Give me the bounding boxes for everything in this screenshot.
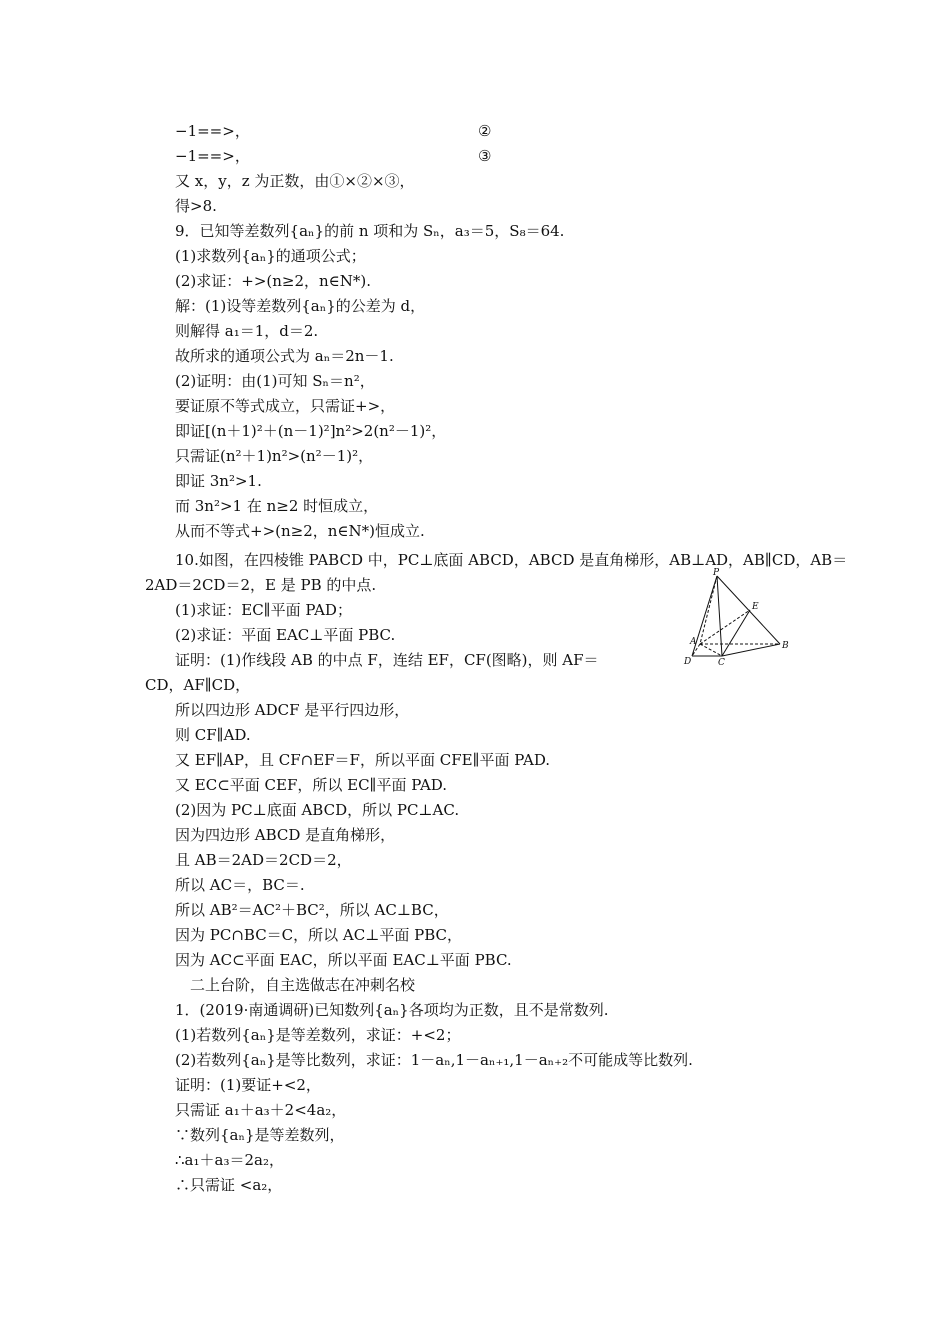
pyramid-figure bbox=[670, 566, 800, 672]
text-line: 只需证(n²＋1)n²>(n²－1)²， bbox=[175, 447, 374, 465]
edge-ce bbox=[722, 610, 750, 656]
text-line: −1==>， bbox=[175, 122, 250, 140]
text-line: 得>8. bbox=[175, 197, 217, 215]
text-line: 即证 3n²>1. bbox=[175, 472, 262, 490]
text-line: ∵数列{aₙ}是等差数列， bbox=[175, 1126, 345, 1144]
text-line: (2)因为 PC⊥底面 ABCD，所以 PC⊥AC. bbox=[175, 801, 460, 819]
edge-cb bbox=[722, 644, 780, 656]
text-line: (2)求证：平面 EAC⊥平面 PBC. bbox=[175, 626, 396, 644]
text-line: 要证原不等式成立，只需证+>， bbox=[175, 397, 396, 415]
text-line: 故所求的通项公式为 aₙ＝2n－1. bbox=[175, 347, 394, 365]
text-line: (2)求证：+>(n≥2，n∈N*). bbox=[175, 272, 372, 290]
label-a: A bbox=[690, 637, 697, 647]
label-d: D bbox=[684, 657, 692, 667]
text-line: 因为四边形 ABCD 是直角梯形， bbox=[175, 826, 396, 844]
section-heading: 二上台阶，自主选做志在冲刺名校 bbox=[190, 976, 416, 994]
text-line: ∴只需证 <a₂， bbox=[175, 1176, 283, 1194]
text-line: 又 EF∥AP，且 CF∩EF＝F，所以平面 CFE∥平面 PAD. bbox=[175, 751, 551, 769]
text-line: 而 3n²>1 在 n≥2 时恒成立， bbox=[175, 497, 379, 515]
text-line: (2)若数列{aₙ}是等比数列，求证：1－aₙ,1－aₙ₊₁,1－aₙ₊₂不可能成等比数列. bbox=[175, 1051, 693, 1069]
label-e: E bbox=[752, 602, 759, 612]
edge-pb bbox=[717, 576, 780, 644]
text-line: 只需证 a₁＋a₃＋2<4a₂， bbox=[175, 1101, 347, 1119]
text-line: 2AD＝2CD＝2，E 是 PB 的中点. bbox=[145, 576, 377, 594]
text-line: 即证[(n＋1)²＋(n－1)²]n²>2(n²－1)²， bbox=[175, 422, 447, 440]
text-line: (1)求证：EC∥平面 PAD； bbox=[175, 601, 352, 619]
text-line: 又 EC⊂平面 CEF，所以 EC∥平面 PAD. bbox=[175, 776, 448, 794]
text-line: 则解得 a₁＝1，d＝2. bbox=[175, 322, 319, 340]
problem-9-statement: 9．已知等差数列{aₙ}的前 n 项和为 Sₙ，a₃＝5，S₈＝64. bbox=[175, 222, 565, 240]
text-line: 证明：(1)作线段 AB 的中点 F，连结 EF，CF(图略)，则 AF＝ bbox=[175, 651, 599, 669]
text-line: CD，AF∥CD， bbox=[145, 676, 251, 694]
text-line: 从而不等式+>(n≥2，n∈N*)恒成立. bbox=[175, 522, 425, 540]
problem-10-statement: 10.如图，在四棱锥 PABCD 中，PC⊥底面 ABCD，ABCD 是直角梯形，AB⊥AD，AB∥CD，AB＝ bbox=[175, 551, 848, 569]
text-line: 解：(1)设等差数列{aₙ}的公差为 d， bbox=[175, 297, 426, 315]
label-c: C bbox=[718, 658, 725, 668]
text-line: 所以 AC＝，BC＝. bbox=[175, 876, 305, 894]
label-b: B bbox=[782, 641, 789, 651]
text-line: ∴a₁＋a₃＝2a₂， bbox=[175, 1151, 284, 1169]
text-line: (2)证明：由(1)可知 Sₙ＝n²， bbox=[175, 372, 375, 390]
text-line: 又 x，y，z 为正数，由①×②×③， bbox=[175, 172, 415, 190]
text-line: 证明：(1)要证+<2， bbox=[175, 1076, 321, 1094]
text-line: 因为 AC⊂平面 EAC，所以平面 EAC⊥平面 PBC. bbox=[175, 951, 512, 969]
equation-marker-3: ③ bbox=[478, 147, 492, 165]
text-line: 所以四边形 ADCF 是平行四边形， bbox=[175, 701, 410, 719]
equation-marker-2: ② bbox=[478, 122, 492, 140]
text-line: (1)若数列{aₙ}是等差数列，求证：+<2； bbox=[175, 1026, 461, 1044]
text-line: 因为 PC∩BC＝C，所以 AC⊥平面 PBC， bbox=[175, 926, 462, 944]
text-line: 则 CF∥AD. bbox=[175, 726, 251, 744]
text-line: (1)求数列{aₙ}的通项公式； bbox=[175, 247, 366, 265]
label-p: P bbox=[713, 568, 720, 578]
problem-1-statement: 1．(2019·南通调研)已知数列{aₙ}各项均为正数，且不是常数列. bbox=[175, 1001, 609, 1019]
edge-ac bbox=[700, 644, 722, 656]
text-line: 所以 AB²＝AC²＋BC²，所以 AC⊥BC， bbox=[175, 901, 449, 919]
text-line: −1==>， bbox=[175, 147, 250, 165]
text-line: 且 AB＝2AD＝2CD＝2， bbox=[175, 851, 352, 869]
